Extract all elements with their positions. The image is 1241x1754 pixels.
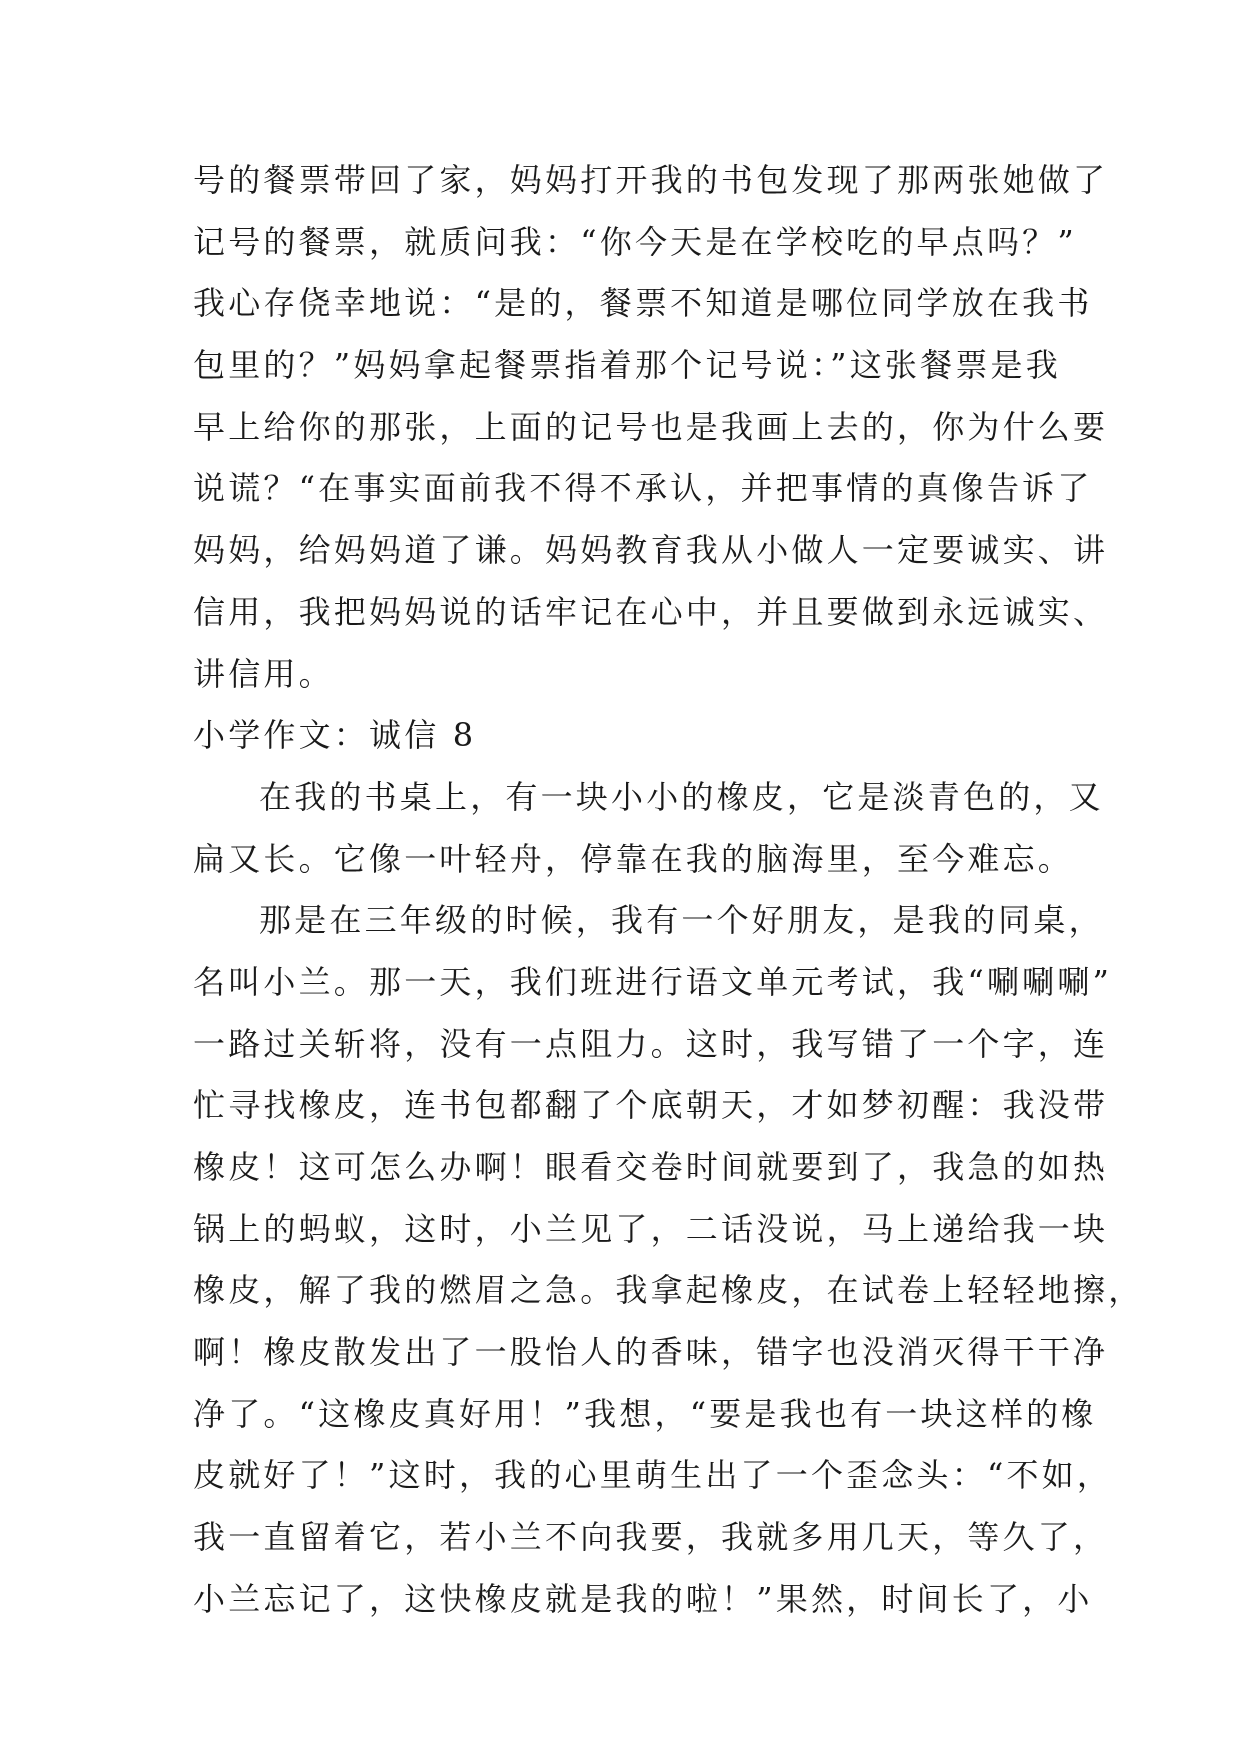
paragraph-start-line: 那是在三年级的时候，我有一个好朋友，是我的同桌， — [259, 901, 1104, 940]
text-line: 橡皮！这可怎么办啊！眼看交卷时间就要到了，我急的如热 — [193, 1148, 1109, 1186]
text-line: 妈妈，给妈妈道了谦。妈妈教育我从小做人一定要诚实、讲 — [193, 531, 1109, 570]
text-line: 橡皮，解了我的燃眉之急。我拿起橡皮，在试卷上轻轻地擦， — [193, 1271, 1144, 1310]
text-line: 号的餐票带回了家，妈妈打开我的书包发现了那两张她做了 — [193, 161, 1109, 199]
text-line: 说谎？“在事实面前我不得不承认，并把事情的真像告诉了 — [193, 469, 1093, 508]
text-line: 记号的餐票，就质问我：“你今天是在学校吃的早点吗？” — [193, 222, 1077, 261]
text-line: 净了。“这橡皮真好用！”我想，“要是我也有一块这样的橡 — [193, 1394, 1097, 1433]
text-line: 忙寻找橡皮，连书包都翻了个底朝天，才如梦初醒：我没带 — [193, 1086, 1109, 1125]
document-body — [193, 150, 1144, 1631]
text-line: 扁又长。它像一叶轻舟，停靠在我的脑海里，至今难忘。 — [193, 839, 1074, 878]
text-line: 讲信用。 — [193, 654, 334, 693]
text-line: 皮就好了！”这时，我的心里萌生出了一个歪念头：“不如， — [193, 1456, 1113, 1495]
text-line: 锅上的蚂蚁，这时，小兰见了，二话没说，马上递给我一块 — [193, 1209, 1109, 1248]
text-line: 包里的？”妈妈拿起餐票指着那个记号说：”这张餐票是我 — [193, 346, 1061, 385]
paragraph-start-line: 在我的书桌上，有一块小小的橡皮，它是淡青色的，又 — [259, 777, 1104, 816]
text-line: 名叫小兰。那一天，我们班进行语文单元考试，我“唰唰唰” — [193, 962, 1113, 1001]
section-heading: 小学作文：诚信 8 — [193, 716, 477, 755]
text-line: 我一直留着它，若小兰不向我要，我就多用几天，等久了， — [193, 1518, 1109, 1557]
text-line: 我心存侥幸地说：“是的，餐票不知道是哪位同学放在我书 — [193, 284, 1093, 323]
text-line: 一路过关斩将，没有一点阻力。这时，我写错了一个字，连 — [193, 1024, 1109, 1063]
text-line: 小兰忘记了，这快橡皮就是我的啦！”果然，时间长了，小 — [193, 1579, 1093, 1618]
text-line: 信用，我把妈妈说的话牢记在心中，并且要做到永远诚实、 — [193, 592, 1109, 631]
text-line: 啊！橡皮散发出了一股怡人的香味，错字也没消灭得干干净 — [193, 1333, 1109, 1372]
text-line: 早上给你的那张，上面的记号也是我画上去的，你为什么要 — [193, 407, 1109, 446]
